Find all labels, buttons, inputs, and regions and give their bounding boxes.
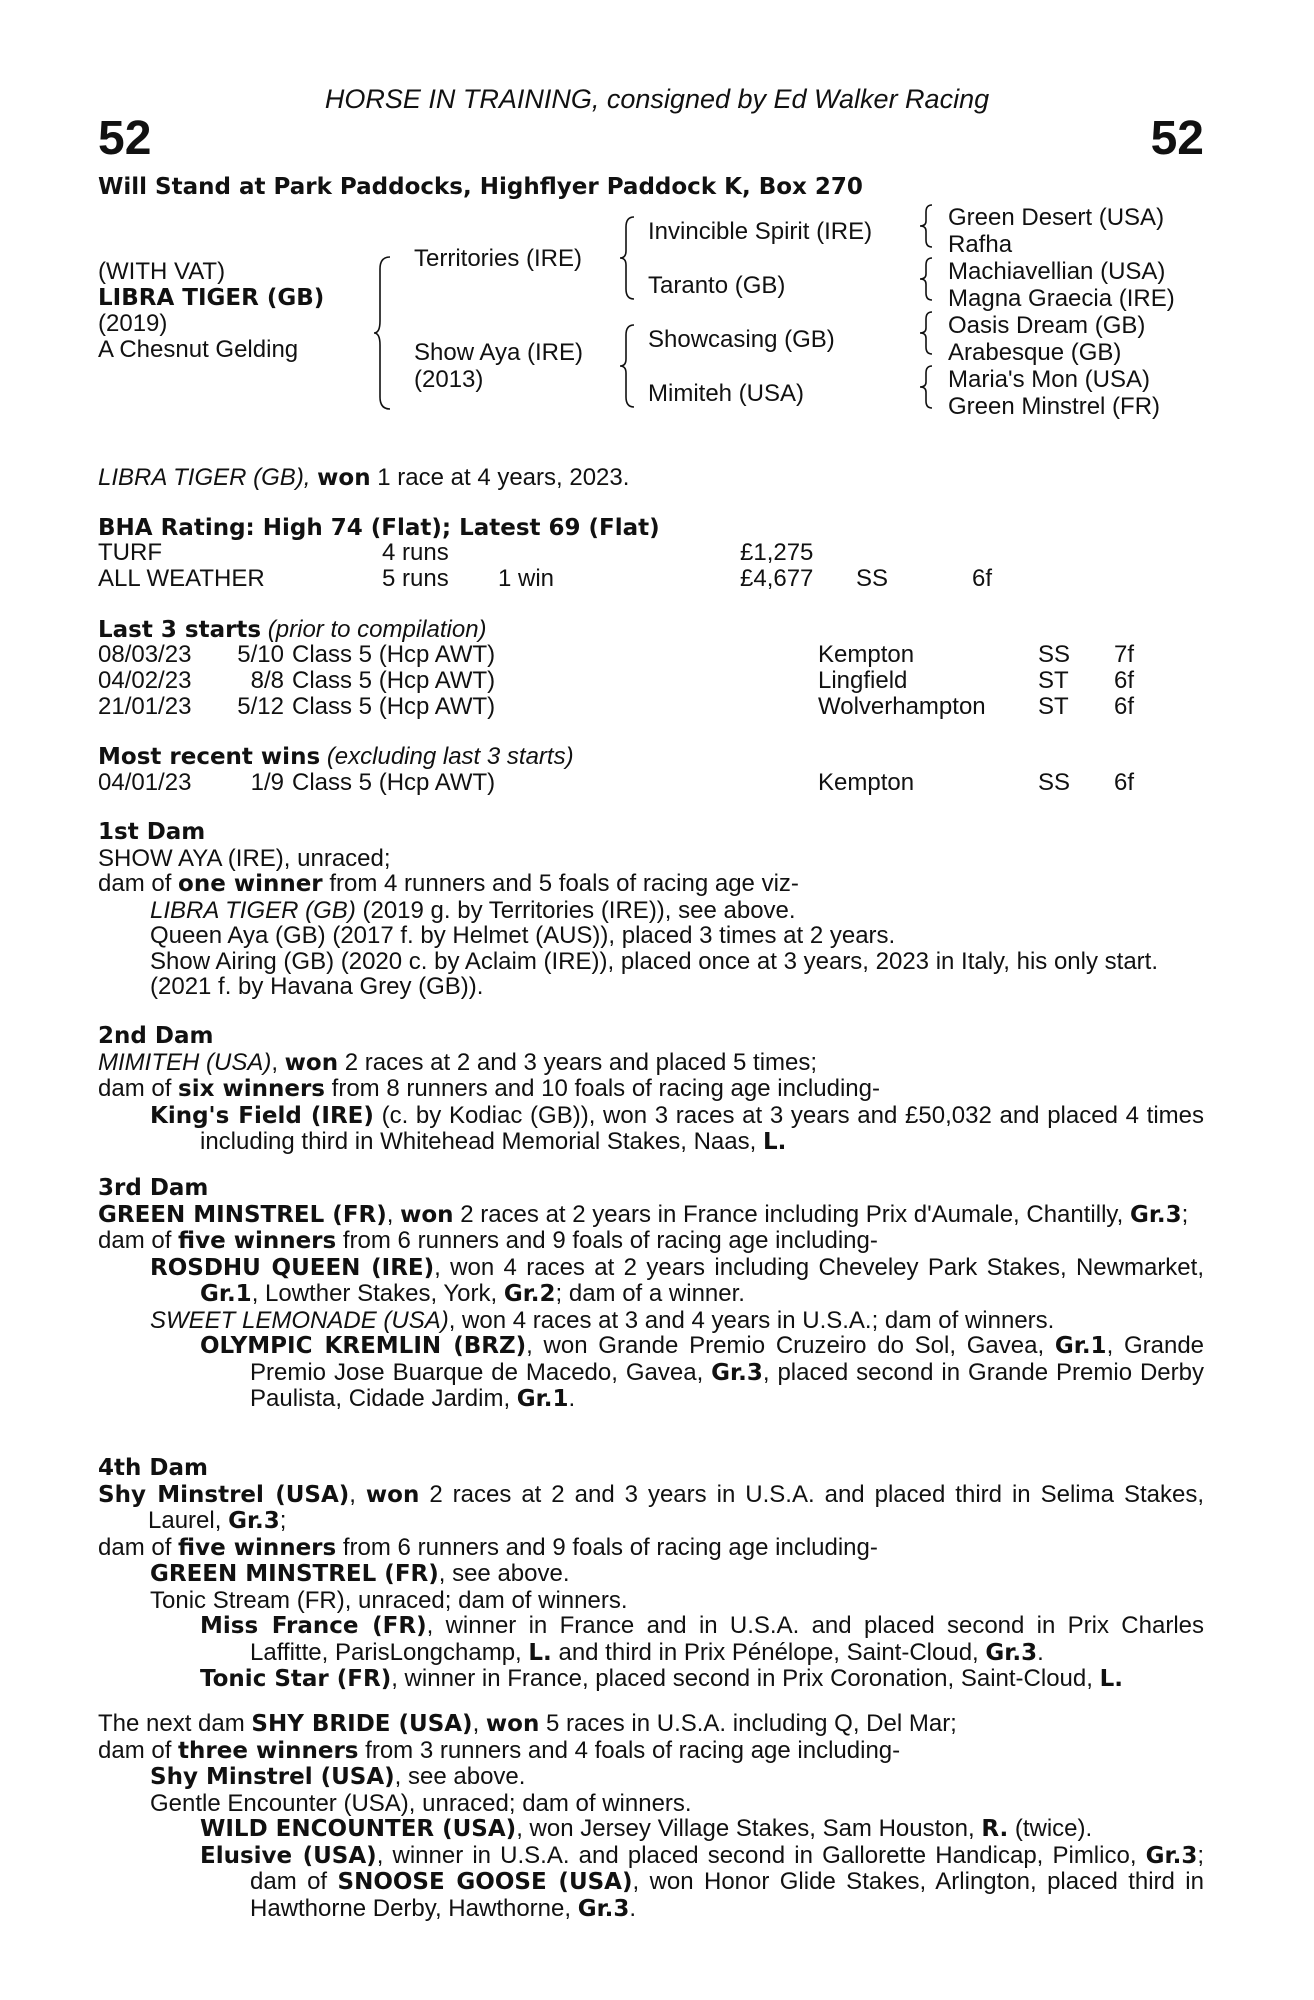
page-header-title: HORSE IN TRAINING, consigned by Ed Walker Racing [324,84,990,114]
text: , see above. [438,1560,570,1587]
pedigree-sss: Green Desert (USA) [948,204,1165,231]
text: from 3 runners and 4 foals of racing age including- [358,1736,901,1764]
last-starts-note: (prior to compilation) [267,616,487,643]
pedigree-sd: Taranto (GB) [648,272,786,299]
list-item: Queen Aya (GB) (2017 f. by Helmet (AUS)), placed 3 times at 2 years. [150,922,896,949]
win-position: 1/9 [250,769,284,796]
recent-wins-note: (excluding last 3 starts) [326,743,574,770]
text: from 6 runners and 9 foals of racing age including- [336,1533,878,1561]
summary-rest: 1 race at 4 years, 2023. [377,464,630,491]
text: from 6 runners and 9 foals of racing age including- [336,1227,878,1254]
first-dam-section [98,820,1204,1000]
list-item: Show Airing (GB) (2020 c. by Aclaim (IRE)), placed once at 3 years, 2023 in Italy, his only start. [150,947,1158,975]
foal-name: ROSDHU QUEEN (IRE) [150,1254,435,1281]
list-item [98,1816,1204,1843]
text: , winner in France and in U.S.A. and placed second in Prix Charles Laffitte, ParisLongchamp, [250,1612,1204,1666]
pedigree-ddd: Green Minstrel (FR) [948,393,1161,420]
pedigree-sire: Territories (IRE) [414,245,583,272]
start-distance: 7f [1114,641,1135,668]
text: , won Jersey Village Stakes, Sam Houston, [516,1815,982,1842]
won-word: won [284,1049,339,1076]
text: (c. by Kodiac (GB)), won 3 races at 3 years and £50,032 and placed 4 times including third in Whitehead Memorial Stakes, Naas, [200,1101,1204,1155]
start-distance: 6f [1114,667,1135,694]
pedigree-ssd: Rafha [948,231,1013,258]
text: from 8 runners and 10 foals of racing age including- [324,1075,880,1102]
text: , [472,1710,486,1737]
dam-name: GREEN MINSTREL (FR) [98,1201,387,1228]
dam-name: Shy Minstrel (USA) [98,1481,350,1508]
won-word: won [485,1711,540,1737]
text: , [386,1200,401,1228]
section-title: 3rd Dam [98,1175,209,1201]
list-item [98,1764,1204,1791]
list-item [98,1103,1204,1156]
text: ; dam of a winner. [555,1280,745,1307]
text: ; [279,1507,287,1534]
grade: Gr.3 [711,1359,763,1386]
grade: Gr.3 [1129,1201,1182,1228]
pedigree-ss: Invincible Spirit (IRE) [648,218,873,245]
pedigree-dds: Maria's Mon (USA) [948,366,1150,393]
foal-name: Elusive (USA) [200,1842,377,1869]
pedigree-dd: Mimiteh (USA) [648,380,805,407]
summary-name: LIBRA TIGER (GB), [98,464,311,491]
rating-going: SS [856,565,889,592]
foal-name: SWEET LEMONADE (USA) [150,1306,449,1334]
pedigree-dam: Show Aya (IRE) [414,339,583,366]
foal-name: Shy Minstrel (USA) [150,1764,395,1790]
text: . [1037,1638,1044,1666]
vat-label: (WITH VAT) [98,258,226,285]
pedigree-brace-dd [920,364,934,410]
pedigree-brace-dam [620,323,636,409]
rating-dist: 6f [972,565,993,592]
text: The next dam [98,1710,252,1737]
horse-year: (2019) [98,310,168,337]
winners-count: six winners [178,1076,325,1102]
list-item [98,1255,1204,1308]
winners-count: five winners [178,1534,337,1561]
text: , [349,1480,366,1508]
dam-line: SHOW AYA (IRE), unraced; [98,844,391,872]
won-word: won [400,1201,454,1228]
pedigree-ds: Showcasing (GB) [648,326,835,353]
grade: Gr.3 [1145,1842,1198,1869]
start-course: Lingfield [818,667,908,694]
section-title: 1st Dam [98,819,206,845]
grade: Gr.1 [1054,1333,1107,1359]
win-date: 04/01/23 [98,769,192,796]
grade: L. [1099,1666,1123,1692]
last-starts-heading [98,617,487,643]
foal-name: LIBRA TIGER (GB) [150,896,356,924]
dam-line [98,1482,1204,1535]
next-dam-section [98,1711,1204,1922]
text: , winner in U.S.A. and placed second in Gallorette Handicap, Pimlico, [376,1841,1146,1869]
start-distance: 6f [1114,693,1135,720]
grade: Gr.2 [503,1281,556,1307]
grade: Gr.3 [228,1508,280,1534]
pedigree-dam-year: (2013) [414,366,484,393]
start-going: SS [1038,641,1071,668]
dam-produce-line [98,1535,1204,1562]
start-course: Wolverhampton [818,693,986,720]
text: , Grande Premio Jose Buarque de Macedo, Gavea, [250,1332,1205,1386]
lot-number-right: 52 [1150,112,1204,165]
text: dam of [98,1736,179,1764]
list-item: Gentle Encounter (USA), unraced; dam of winners. [150,1789,692,1817]
text: dam of [98,1227,179,1254]
dam-line [98,1050,1204,1077]
won-word: won [365,1481,420,1508]
horse-description: A Chesnut Gelding [98,336,299,363]
rating-title: BHA Rating: High 74 (Flat); Latest 69 (Flat) [98,515,660,541]
foal-name: GREEN MINSTREL (FR) [150,1561,439,1587]
win-race: Class 5 (Hcp AWT) [292,769,496,796]
rating-runs: 4 runs [382,539,449,566]
lot-number-left: 52 [98,112,152,165]
winners-count: five winners [178,1228,337,1254]
start-race: Class 5 (Hcp AWT) [292,641,496,668]
dam-line [98,1202,1204,1229]
pedigree-brace-sire [620,215,636,301]
pedigree-brace-sd [920,256,934,302]
grade: L. [528,1639,552,1666]
winners-count: three winners [178,1737,359,1764]
text: , [271,1048,285,1076]
third-dam-section [98,1176,1204,1413]
text: dam of [98,1075,179,1102]
second-dam-section [98,1024,1204,1156]
foal-name: Miss France (FR) [200,1613,427,1639]
dam-produce-line [98,1738,1204,1765]
foal-name: King's Field (IRE) [150,1102,374,1129]
list-item [98,898,1204,924]
pedigree-brace-ss [920,203,934,249]
recent-wins-heading [98,744,574,770]
text: and third in Prix Pénélope, Saint-Cloud, [551,1638,986,1666]
rating-surface: ALL WEATHER [98,565,265,592]
start-position: 8/8 [250,667,284,694]
win-distance: 6f [1114,769,1135,796]
text: dam of [98,870,179,897]
horse-name: LIBRA TIGER (GB) [98,285,325,311]
start-date: 21/01/23 [98,693,192,720]
dam-produce-line [98,871,1204,898]
list-item [98,1561,1204,1588]
foal-name: OLYMPIC KREMLIN (BRZ) [200,1333,527,1359]
list-item [98,1843,1204,1923]
text: (2019 g. by Territories (IRE)), see above. [355,896,796,924]
start-position: 5/12 [237,693,284,720]
start-going: ST [1038,667,1069,694]
text: ; dam of [250,1841,1204,1895]
list-item: (2021 f. by Havana Grey (GB)). [150,973,484,1000]
text: , winner in France, placed second in Prix Coronation, Saint-Cloud, [391,1665,1100,1692]
start-date: 04/02/23 [98,667,192,694]
grade: R. [981,1816,1009,1842]
section-title: 4th Dam [98,1455,208,1481]
text: , won 4 races at 3 and 4 years in U.S.A.; dam of winners. [448,1306,1055,1334]
start-date: 08/03/23 [98,641,192,668]
grade: Gr.1 [200,1281,252,1307]
section-title: 2nd Dam [98,1023,214,1049]
text: dam of [98,1533,179,1561]
foal-name: Tonic Star (FR) [200,1666,392,1692]
dam-name: MIMITEH (USA) [98,1048,272,1076]
rating-wins: 1 win [498,565,555,592]
rating-surface: TURF [98,539,162,566]
pedigree-dsd: Arabesque (GB) [948,339,1122,366]
race-summary [98,465,629,491]
text: 2 races at 2 and 3 years and placed 5 times; [338,1048,818,1076]
win-going: SS [1038,769,1071,796]
rating-prize: £1,275 [740,539,814,566]
summary-won: won [317,465,371,491]
text: . [568,1385,576,1412]
dam-line [98,1711,1204,1738]
foal-name: SNOOSE GOOSE (USA) [337,1869,633,1895]
text: , Lowther Stakes, York, [251,1280,504,1307]
text: , won 4 races at 2 years including Cheveley Park Stakes, Newmarket, [434,1253,1204,1281]
recent-wins-title: Most recent wins [98,744,321,770]
winners-count: one winner [178,871,323,897]
text: , see above. [394,1763,526,1790]
text: ; [1181,1200,1189,1228]
grade: L. [762,1129,787,1155]
grade: Gr.3 [577,1895,630,1922]
start-race: Class 5 (Hcp AWT) [292,693,496,720]
fourth-dam-section [98,1456,1204,1693]
pedigree-sds: Machiavellian (USA) [948,258,1166,285]
text: , won Honor Glide Stakes, Arlington, placed third in Hawthorne Derby, Hawthorne, [250,1868,1204,1922]
pedigree-dss: Oasis Dream (GB) [948,312,1146,339]
grade: Gr.3 [985,1639,1038,1666]
dam-produce-line [98,1076,1204,1103]
rating-runs: 5 runs [382,565,449,592]
list-item [98,1613,1204,1666]
text: from 4 runners and 5 foals of racing age viz- [322,870,799,897]
start-race: Class 5 (Hcp AWT) [292,667,496,694]
list-item [98,1333,1204,1413]
list-item [98,1308,1204,1334]
pedigree-brace-ds [920,310,934,356]
pedigree-brace-main [374,255,394,411]
text: 2 races at 2 years in France including Prix d'Aumale, Chantilly, [453,1200,1130,1228]
text: (twice). [1008,1815,1093,1842]
text: , placed second in Grande Premio Derby Paulista, Cidade Jardim, [250,1358,1204,1412]
start-position: 5/10 [237,641,284,668]
dam-name: SHY BRIDE (USA) [251,1711,473,1737]
text: , won Grande Premio Cruzeiro do Sol, Gavea, [526,1332,1055,1359]
start-course: Kempton [818,641,915,668]
list-item [98,1666,1204,1693]
stand-location: Will Stand at Park Paddocks, Highflyer Paddock K, Box 270 [98,174,863,200]
list-item: Tonic Stream (FR), unraced; dam of winners. [150,1586,628,1614]
rating-prize: £4,677 [740,565,814,592]
text: 2 races at 2 and 3 years in U.S.A. and placed third in Selima Stakes, Laurel, [148,1480,1204,1534]
pedigree-sdd: Magna Graecia (IRE) [948,285,1175,312]
grade: Gr.1 [516,1386,569,1412]
text: . [629,1894,637,1922]
foal-name: WILD ENCOUNTER (USA) [200,1816,517,1842]
win-course: Kempton [818,769,915,796]
last-starts-title: Last 3 starts [98,617,262,643]
start-going: ST [1038,693,1069,720]
text: 5 races in U.S.A. including Q, Del Mar; [539,1710,957,1737]
dam-produce-line [98,1228,1204,1255]
